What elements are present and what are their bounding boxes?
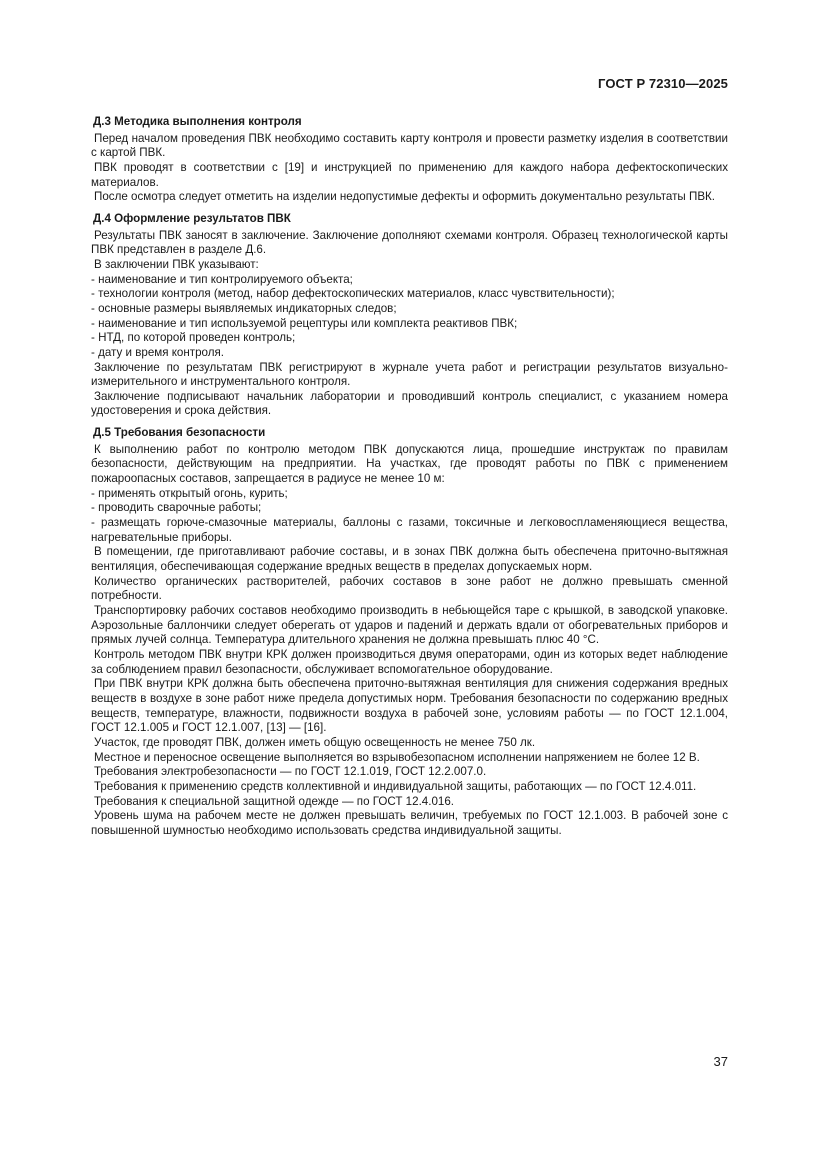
page-number: 37 — [713, 1054, 728, 1069]
paragraph: Транспортировку рабочих составов необходимо производить в небьющейся таре с крышкой, в заводской упаковке. Аэрозольные баллончики следует оберегать от ударов и падений и держать вдали от обогревательных приборов и прямых лучей солнца. Температура длительного хранения не должна превышать плюс 40 °С. — [91, 604, 728, 647]
list-item: - наименование и тип используемой рецептуры или комплекта реактивов ПВК; — [91, 317, 728, 332]
list-item: - технологии контроля (метод, набор дефектоскопических материалов, класс чувствительности); — [91, 287, 728, 302]
paragraph: Результаты ПВК заносят в заключение. Заключение дополняют схемами контроля. Образец технологической карты ПВК представлен в разделе Д.6. — [91, 228, 728, 257]
list-item: - дату и время контроля. — [91, 346, 728, 361]
paragraph: Требования электробезопасности — по ГОСТ 12.1.019, ГОСТ 12.2.007.0. — [94, 765, 487, 779]
paragraph: При ПВК внутри КРК должна быть обеспечена приточно-вытяжная вентиляция для снижения содержания вредных веществ в воздухе в зоне работ ниже предела допустимых норм. Требования безопасности по содержанию вредных веществ, температуре, влажности, подвижности воздуха в рабочей зоне, условиям работы — по ГОСТ 12.1.004, ГОСТ 12.1.005 и ГОСТ 12.1.007, [13] — [16]. — [91, 677, 728, 735]
paragraph: Уровень шума на рабочем месте не должен превышать величин, требуемых по ГОСТ 12.1.003. В рабочей зоне с повышенной шумностью необходимо использовать средства индивидуальной защиты. — [91, 809, 728, 837]
paragraph: ПВК проводят в соответствии с [19] и инструкцией по применению для каждого набора дефектоскопических материалов. — [91, 160, 728, 189]
list-item: - основные размеры выявляемых индикаторных следов; — [91, 302, 728, 317]
paragraph: Заключение подписывают начальник лаборатории и проводивший контроль специалист, с указанием номера удостоверения и срока действия. — [91, 389, 728, 418]
paragraph: После осмотра следует отметить на изделии недопустимые дефекты и оформить документально результаты ПВК. — [94, 190, 716, 204]
paragraph: Перед началом проведения ПВК необходимо составить карту контроля и провести разметку изделия в соответствии с картой ПВК. — [91, 131, 728, 160]
list-item: - НТД, по которой проведен контроль; — [91, 331, 728, 346]
section-title: Д.5 Требования безопасности — [93, 426, 266, 440]
list-item: - наименование и тип контролируемого объекта; — [91, 273, 728, 288]
requirements-list — [91, 273, 728, 361]
section-d3 — [91, 115, 728, 205]
paragraph: В помещении, где приготавливают рабочие составы, и в зонах ПВК должна быть обеспечена приточно-вытяжная вентиляция, обеспечивающая содержание вредных веществ в пределах допускаемых норм. — [91, 545, 728, 574]
section-title: Д.4 Оформление результатов ПВК — [93, 211, 291, 225]
section-d5 — [91, 426, 728, 838]
section-title: Д.3 Методика выполнения контроля — [93, 115, 302, 128]
prohibitions-list — [91, 487, 728, 546]
list-item: - применять открытый огонь, курить; — [91, 487, 728, 502]
paragraph: Требования к специальной защитной одежде — по ГОСТ 12.4.016. — [94, 794, 455, 808]
list-item: - размещать горюче-смазочные материалы, баллоны с газами, токсичные и легковоспламеняющиеся вещества, нагревательные приборы. — [91, 516, 728, 545]
paragraph: Заключение по результатам ПВК регистрируют в журнале учета работ и регистрации результатов визуально-измерительного и инструментального контроля. — [91, 360, 728, 389]
paragraph: Участок, где проводят ПВК, должен иметь общую освещенность не менее 750 лк. — [94, 735, 536, 749]
section-d4 — [91, 212, 728, 419]
document-body — [91, 115, 728, 846]
paragraph: К выполнению работ по контролю методом ПВК допускаются лица, прошедшие инструктаж по правилам безопасности, действующим на предприятии. На участках, где проводят работы по ПВК с применением пожароопасных составов, запрещается в радиусе не менее 10 м: — [91, 442, 728, 486]
paragraph: Местное и переносное освещение выполняется во взрывобезопасном исполнении напряжением не более 12 В. — [94, 750, 700, 764]
document-id: ГОСТ Р 72310—2025 — [598, 76, 728, 91]
paragraph: Требования к применению средств коллективной и индивидуальной защиты, работающих — по ГОСТ 12.4.011. — [94, 779, 697, 793]
paragraph: Контроль методом ПВК внутри КРК должен производиться двумя операторами, один из которых ведет наблюдение за соблюдением правил безопасности, обслуживает вспомогательное оборудование. — [91, 647, 728, 676]
paragraph: В заключении ПВК указывают: — [94, 257, 259, 271]
list-item: - проводить сварочные работы; — [91, 501, 728, 516]
paragraph: Количество органических растворителей, рабочих составов в зоне работ не должно превышать сменной потребности. — [91, 574, 728, 603]
